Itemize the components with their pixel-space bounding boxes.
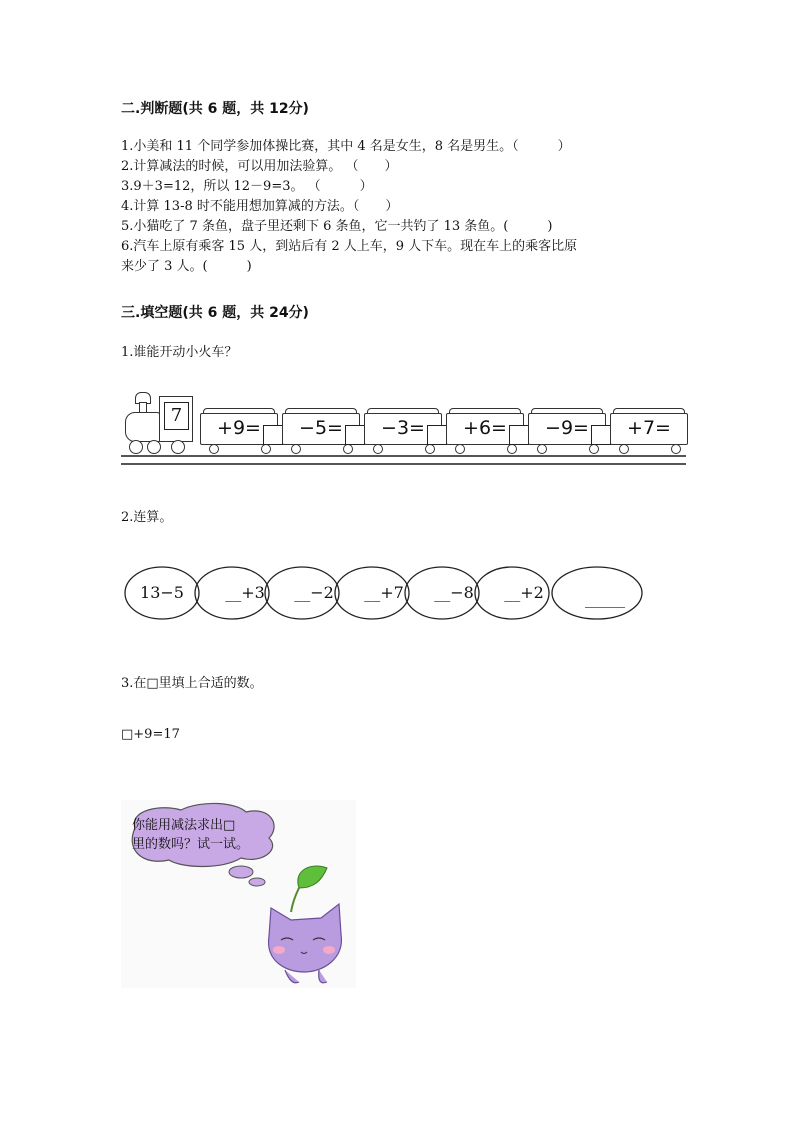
judgement-item-6-cont: 来少了 3 人。( ) xyxy=(121,259,252,274)
judgement-item-1: 1.小美和 11 个同学参加体操比赛，其中 4 名是女生，8 名是男生。（ ） xyxy=(121,139,571,154)
chain-result[interactable]: _____ xyxy=(585,589,625,608)
bubble-text xyxy=(132,816,249,854)
train-car-6 xyxy=(610,413,688,445)
answer-box[interactable] xyxy=(509,425,529,445)
chain-step-3[interactable]: __+7 xyxy=(364,583,404,602)
engine-number: 7 xyxy=(164,402,189,430)
car-label: +7= xyxy=(627,417,671,439)
judgement-list xyxy=(121,137,577,277)
equation: □+9=17 xyxy=(121,727,180,742)
judgement-item-6: 6.汽车上原有乘客 15 人，到站后有 2 人上车，9 人下车。现在车上的乘客比原 xyxy=(121,239,578,254)
judgement-item-3: 3.9＋3=12，所以 12－9=3。 （ ） xyxy=(121,179,373,194)
chain-step-2[interactable]: __−2 xyxy=(294,583,334,602)
car-label: −3= xyxy=(381,417,425,439)
section2-title: 二.判断题(共 6 题，共 12分) xyxy=(121,101,309,117)
question-2: 2.连算。 xyxy=(121,510,173,525)
bubble-line-1: 你能用减法求出□ xyxy=(132,818,236,833)
question-1: 1.谁能开动小火车？ xyxy=(121,345,238,360)
car-label: −5= xyxy=(299,417,343,439)
answer-box[interactable] xyxy=(427,425,447,445)
answer-box[interactable] xyxy=(591,425,611,445)
question-3: 3.在□里填上合适的数。 xyxy=(121,676,263,691)
judgement-item-2: 2.计算减法的时候，可以用加法验算。 （ ） xyxy=(121,159,398,174)
rail-track xyxy=(121,455,686,465)
chain-step-5[interactable]: __+2 xyxy=(504,583,544,602)
car-label: +6= xyxy=(463,417,507,439)
train-illustration xyxy=(121,392,686,464)
chain-start: 13−5 xyxy=(140,583,184,602)
answer-box[interactable] xyxy=(263,425,283,445)
bubble-line-2: 里的数吗？试一试。 xyxy=(132,837,250,852)
judgement-item-4: 4.计算 13-8 时不能用想加算减的方法。（ ） xyxy=(121,199,399,214)
section3-title: 三.填空题(共 6 题，共 24分) xyxy=(121,305,309,321)
car-label: +9= xyxy=(217,417,261,439)
chain-calculation xyxy=(120,563,650,629)
judgement-item-5: 5.小猫吃了 7 条鱼，盘子里还剩下 6 条鱼，它一共钓了 13 条鱼。( ) xyxy=(121,219,553,234)
car-label: −9= xyxy=(545,417,589,439)
chain-step-1[interactable]: __+3 xyxy=(225,583,265,602)
chain-step-4[interactable]: __−8 xyxy=(434,583,474,602)
answer-box[interactable] xyxy=(345,425,365,445)
cartoon-illustration xyxy=(121,800,356,988)
